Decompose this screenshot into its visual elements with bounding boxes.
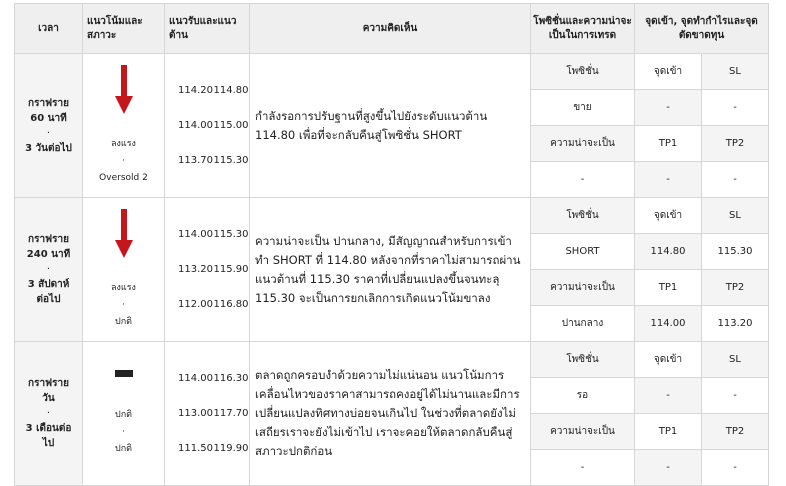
grid-cell: TP2 [702, 414, 769, 450]
trend-label: ลงแรง [111, 138, 136, 149]
timeframe-line: 3 สัปดาห์ [27, 279, 70, 290]
grid-cell: SL [702, 54, 769, 90]
table-row [15, 198, 769, 234]
level-pair [165, 287, 249, 322]
timeframe-line: 60 นาที [30, 112, 67, 124]
trend-cell [83, 54, 165, 198]
header-trend: แนวโน้มและสภาวะ [83, 4, 165, 54]
header-levels: แนวรับและแนวต้าน [165, 4, 250, 54]
timeframe-line: กราฟราย [28, 97, 69, 109]
grid-cell: - [635, 162, 702, 198]
support-value: 113.00 [178, 408, 213, 419]
grid-cell: ความน่าจะเป็น [531, 270, 635, 306]
trend-cell [83, 198, 165, 342]
grid-cell: 115.30 [702, 234, 769, 270]
table-row [15, 342, 769, 378]
resistance-value: 114.80 [213, 85, 249, 96]
trend-cell [83, 342, 165, 486]
grid-cell: TP1 [635, 270, 702, 306]
level-pair [165, 396, 249, 431]
level-pair [165, 361, 249, 396]
grid-cell: จุดเข้า [635, 198, 702, 234]
support-value: 111.50 [178, 443, 213, 454]
arrow-down-icon [115, 209, 133, 259]
timeframe-line: กราฟราย [28, 378, 69, 389]
trend-state: ปกติ [114, 443, 132, 454]
level-pair [165, 108, 249, 143]
header-points: จุดเข้า, จุดทำกำไรและจุดตัดขาดทุน [635, 4, 769, 54]
timeframe-line: 3 วันต่อไป [25, 142, 72, 154]
resistance-value: 115.00 [213, 120, 249, 131]
comment-cell: ความน่าจะเป็น ปานกลาง, มีสัญญาณสำหรับการเข้าทำ SHORT ที่ 114.80 หลังจากที่ราคาไม่สามารถผ่านแนวต้านที่ 115.30 ราคาที่เปลี่ยนแปลงขึ้นจนทะลุ 115.30 จะเป็นการยกเลิกการเกิดแนวโน้มขาลง [250, 198, 531, 342]
separator-dot: · [46, 408, 51, 419]
grid-cell: - [702, 378, 769, 414]
grid-cell: - [702, 90, 769, 126]
timeframe-line: 3 เดือนต่อ [25, 423, 72, 434]
timeframe-line: กราฟราย [28, 234, 69, 245]
grid-cell: SL [702, 342, 769, 378]
support-value: 112.00 [178, 299, 213, 310]
trend-label: ปกติ [114, 409, 132, 420]
grid-cell: ขาย [531, 90, 635, 126]
trend-state: ปกติ [114, 316, 132, 327]
separator-dot: · [46, 127, 51, 139]
arrow-down-icon [115, 65, 133, 115]
grid-cell: - [531, 450, 635, 486]
support-value: 114.00 [178, 229, 213, 240]
grid-cell: รอ [531, 378, 635, 414]
trend-state: Oversold 2 [99, 172, 148, 183]
grid-cell: TP2 [702, 270, 769, 306]
separator-dot: · [46, 264, 51, 275]
resistance-value: 115.90 [213, 264, 249, 275]
grid-cell: โพซิชั่น [531, 54, 635, 90]
timeframe-line: ไป [42, 438, 55, 449]
grid-cell: - [635, 450, 702, 486]
trade-analysis-table [14, 3, 769, 486]
grid-cell: TP1 [635, 414, 702, 450]
support-value: 114.00 [178, 120, 213, 131]
grid-cell: ปานกลาง [531, 306, 635, 342]
grid-cell: 114.00 [635, 306, 702, 342]
level-pair [165, 143, 249, 178]
separator-dot: · [122, 426, 125, 437]
resistance-value: 119.90 [213, 443, 249, 454]
level-pair [165, 73, 249, 108]
levels-cell [165, 342, 250, 486]
grid-cell: จุดเข้า [635, 342, 702, 378]
header-position: โพซิชั่นและความน่าจะเป็นในการเทรด [531, 4, 635, 54]
support-value: 113.20 [178, 264, 213, 275]
timeframe-line: 240 นาที [26, 249, 71, 260]
grid-cell: TP2 [702, 126, 769, 162]
grid-cell: - [702, 162, 769, 198]
grid-cell: ความน่าจะเป็น [531, 414, 635, 450]
grid-cell: โพซิชั่น [531, 342, 635, 378]
comment-cell: ตลาดถูกครอบงำด้วยความไม่แน่นอน แนวโน้มการเคลื่อนไหวของราคาสามารถคงอยู่ได้ไม่นานและมีการเปลี่ยนแปลงทิศทางบ่อยจนเกินไป ในช่วงที่ตลาดยังไม่เสถียรเราจะยังไม่เข้าไป เราจะคอยให้ตลาดกลับคืนสู่สภาวะปกติก่อน [250, 342, 531, 486]
grid-cell: - [702, 450, 769, 486]
resistance-value: 116.30 [213, 373, 249, 384]
resistance-value: 115.30 [213, 155, 249, 166]
table-row [15, 54, 769, 90]
grid-cell: 113.20 [702, 306, 769, 342]
header-row [15, 4, 769, 54]
flat-dash-icon [115, 370, 133, 377]
comment-cell: กำลังรอการปรับฐานที่สูงขึ้นไปยังระดับแนวต้าน 114.80 เพื่อที่จะกลับคืนสู่โพซิชั่น SHORT [250, 54, 531, 198]
levels-cell [165, 54, 250, 198]
separator-dot: · [122, 155, 125, 166]
timeframe-line: วัน [42, 393, 55, 404]
header-time: เวลา [15, 4, 83, 54]
grid-cell: SHORT [531, 234, 635, 270]
support-value: 114.00 [178, 373, 213, 384]
support-value: 113.70 [178, 155, 213, 166]
resistance-value: 116.80 [213, 299, 249, 310]
trend-label: ลงแรง [111, 282, 136, 293]
timeframe-cell [15, 198, 83, 342]
resistance-value: 117.70 [213, 408, 249, 419]
resistance-value: 115.30 [213, 229, 249, 240]
level-pair [165, 431, 249, 466]
level-pair [165, 252, 249, 287]
grid-cell: ความน่าจะเป็น [531, 126, 635, 162]
grid-cell: 114.80 [635, 234, 702, 270]
grid-cell: - [635, 378, 702, 414]
grid-cell: - [531, 162, 635, 198]
timeframe-line: ต่อไป [36, 294, 61, 305]
grid-cell: SL [702, 198, 769, 234]
grid-cell: โพซิชั่น [531, 198, 635, 234]
support-value: 114.20 [178, 85, 213, 96]
timeframe-cell [15, 342, 83, 486]
header-comment: ความคิดเห็น [250, 4, 531, 54]
grid-cell: TP1 [635, 126, 702, 162]
grid-cell: - [635, 90, 702, 126]
levels-cell [165, 198, 250, 342]
grid-cell: จุดเข้า [635, 54, 702, 90]
timeframe-cell [15, 54, 83, 198]
level-pair [165, 217, 249, 252]
separator-dot: · [122, 299, 125, 310]
